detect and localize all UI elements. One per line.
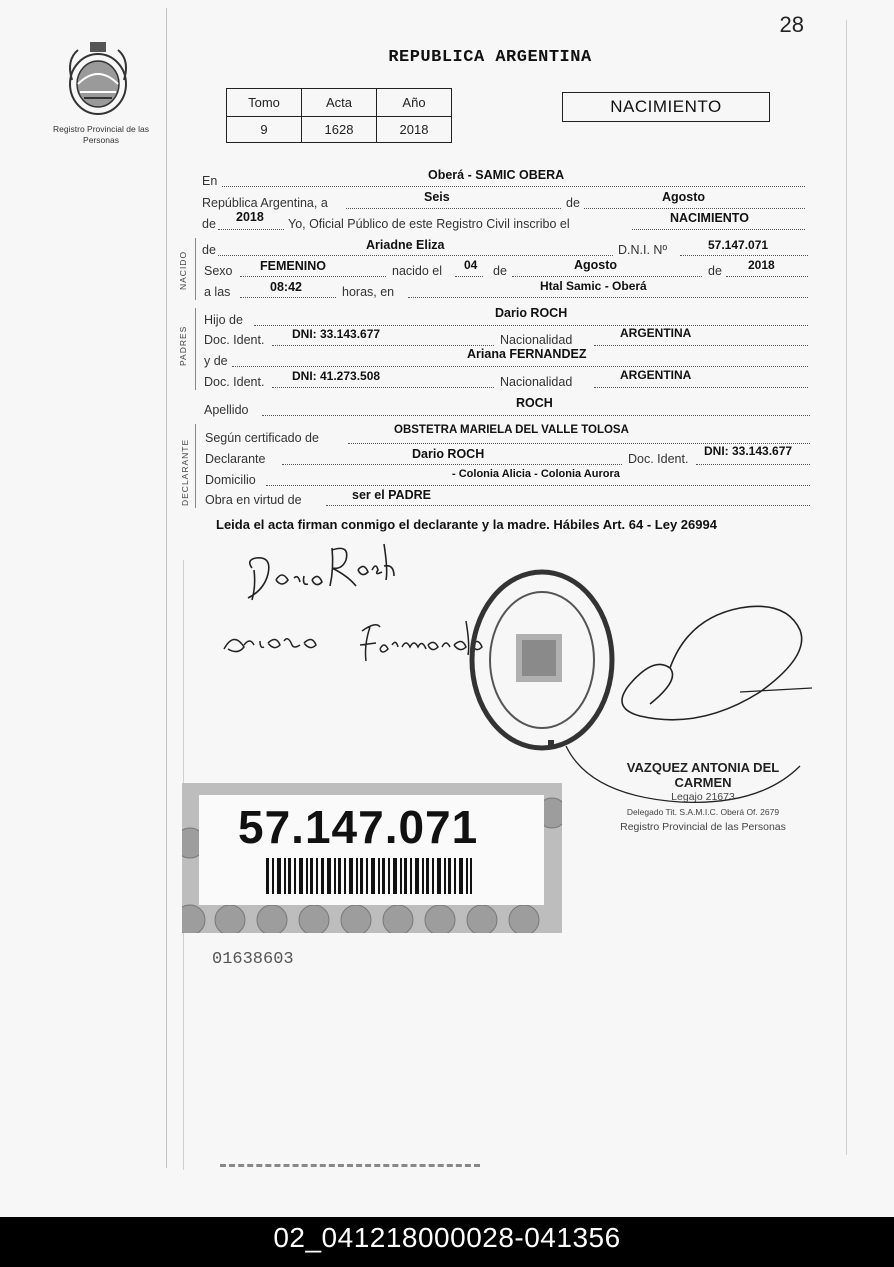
horas-label: horas, en — [342, 285, 395, 299]
oficial-text: Yo, Oficial Público de este Registro Civil inscribo el — [288, 217, 570, 231]
logo-caption: Registro Provincial de las Personas — [53, 124, 149, 145]
birth-day-value: 04 — [464, 258, 478, 272]
dotted-line — [282, 464, 622, 465]
certificado-value: OBSTETRA MARIELA DEL VALLE TOLOSA — [394, 424, 629, 436]
dotted-line — [594, 387, 808, 388]
alas-label: a las — [204, 285, 231, 299]
birth-month-value: Agosto — [574, 258, 618, 272]
dotted-line — [726, 276, 808, 277]
certificado-label: Según certificado de — [205, 431, 319, 445]
dotted-line — [232, 366, 808, 367]
mother-signature — [220, 615, 490, 675]
event-value: NACIMIENTO — [670, 211, 749, 225]
sexo-value: FEMENINO — [260, 259, 326, 273]
dotted-line — [594, 345, 808, 346]
sexo-label: Sexo — [204, 264, 233, 278]
dotted-line — [272, 345, 494, 346]
declarante-doc-value: DNI: 33.143.677 — [704, 444, 793, 458]
nacido-de-label: de — [202, 243, 216, 257]
dotted-line — [584, 208, 805, 209]
father-nationality-value: ARGENTINA — [620, 326, 692, 340]
dotted-line — [512, 276, 702, 277]
province-emblem-logo — [64, 40, 132, 118]
registry-value-acta: 1628 — [302, 117, 377, 143]
declarante-side-label: DECLARANTE — [180, 438, 190, 506]
dotted-line — [240, 276, 386, 277]
registry-header-tomo: Tomo — [227, 89, 302, 117]
dotted-line — [272, 387, 494, 388]
birth-time-value: 08:42 — [270, 280, 302, 294]
day-value: Seis — [424, 190, 450, 204]
left-margin-line — [166, 8, 167, 1168]
registry-value-ano: 2018 — [377, 117, 452, 143]
dotted-line — [455, 276, 483, 277]
y-de-label: y de — [204, 354, 228, 368]
mother-name-value: Ariana FERNANDEZ — [467, 347, 587, 361]
legal-statement: Leida el acta firman conmigo el declarante y la madre. Hábiles Art. 64 - Ley 26994 — [216, 517, 717, 532]
section-divider — [195, 424, 196, 508]
mother-doc-value: DNI: 41.273.508 — [292, 369, 381, 383]
padres-side-label: PADRES — [178, 325, 188, 366]
mother-nationality-value: ARGENTINA — [620, 368, 692, 382]
scan-file-code: 02_041218000028-041356 — [0, 1217, 894, 1267]
dni-label: D.N.I. Nº — [618, 243, 668, 257]
de-label: de — [566, 196, 580, 210]
father-signature — [238, 540, 398, 610]
de-label: de — [708, 264, 722, 278]
en-label: En — [202, 174, 218, 188]
obra-value: ser el PADRE — [352, 488, 431, 502]
apellido-label: Apellido — [204, 403, 249, 417]
birth-year-value: 2018 — [748, 258, 775, 272]
official-stamp — [598, 760, 808, 835]
official-registry: Registro Provincial de las Personas — [620, 821, 786, 833]
dotted-line — [680, 255, 808, 256]
serial-number: 01638603 — [212, 950, 294, 969]
nacido-side-label: NACIDO — [178, 250, 188, 290]
domicilio-label: Domicilio — [205, 473, 256, 487]
birth-place-value: Htal Samic - Oberá — [540, 279, 647, 293]
dotted-line — [218, 229, 284, 230]
doc-ident-label: Doc. Ident. — [628, 452, 689, 466]
dotted-line — [254, 325, 808, 326]
page-number: 28 — [779, 12, 804, 37]
official-name: VAZQUEZ ANTONIA DEL CARMEN — [626, 760, 780, 790]
obra-label: Obra en virtud de — [205, 493, 302, 507]
place-value: Oberá - SAMIC OBERA — [428, 168, 565, 182]
document-title: REPUBLICA ARGENTINA — [388, 48, 592, 67]
nacionalidad-label: Nacionalidad — [500, 333, 573, 347]
official-legajo: Legajo 21673 — [671, 791, 735, 803]
republica-label: República Argentina, a — [202, 196, 328, 210]
father-doc-value: DNI: 33.143.677 — [292, 327, 381, 341]
dotted-line — [266, 485, 810, 486]
dotted-line — [408, 297, 808, 298]
nacionalidad-label: Nacionalidad — [500, 375, 573, 389]
de-label: de — [202, 217, 216, 231]
scan-artifact — [220, 1163, 480, 1167]
dotted-line — [632, 229, 805, 230]
doc-ident-label: Doc. Ident. — [204, 333, 265, 347]
registry-table — [226, 88, 452, 143]
record-type-box: NACIMIENTO — [562, 92, 770, 122]
hijo-de-label: Hijo de — [204, 313, 243, 327]
official-office: Delegado Tit. S.A.M.I.C. Oberá Of. 2679 — [626, 807, 780, 817]
month-value: Agosto — [662, 190, 706, 204]
dotted-line — [346, 208, 561, 209]
registry-header-ano: Año — [377, 89, 452, 117]
dotted-line — [218, 255, 613, 256]
registry-value-tomo: 9 — [227, 117, 302, 143]
declarante-label: Declarante — [205, 452, 266, 466]
year-value: 2018 — [236, 210, 264, 224]
dotted-line — [262, 415, 810, 416]
barcode-bars — [266, 858, 472, 894]
apellido-value: ROCH — [516, 396, 553, 410]
right-margin-line — [846, 20, 847, 1155]
child-name-value: Ariadne Eliza — [366, 238, 445, 252]
dotted-line — [696, 464, 810, 465]
section-divider — [195, 238, 196, 300]
dotted-line — [240, 297, 336, 298]
declarante-value: Dario ROCH — [412, 447, 485, 461]
barcode-number: 57.147.071 — [238, 801, 479, 853]
section-divider — [195, 308, 196, 390]
domicilio-value: - Colonia Alicia - Colonia Aurora — [452, 468, 620, 480]
nacido-el-label: nacido el — [392, 264, 443, 278]
registry-header-acta: Acta — [302, 89, 377, 117]
dotted-line — [222, 186, 805, 187]
father-name-value: Dario ROCH — [495, 306, 568, 320]
doc-ident-label: Doc. Ident. — [204, 375, 265, 389]
child-dni-value: 57.147.071 — [708, 238, 769, 252]
de-label: de — [493, 264, 507, 278]
dotted-line — [326, 505, 810, 506]
